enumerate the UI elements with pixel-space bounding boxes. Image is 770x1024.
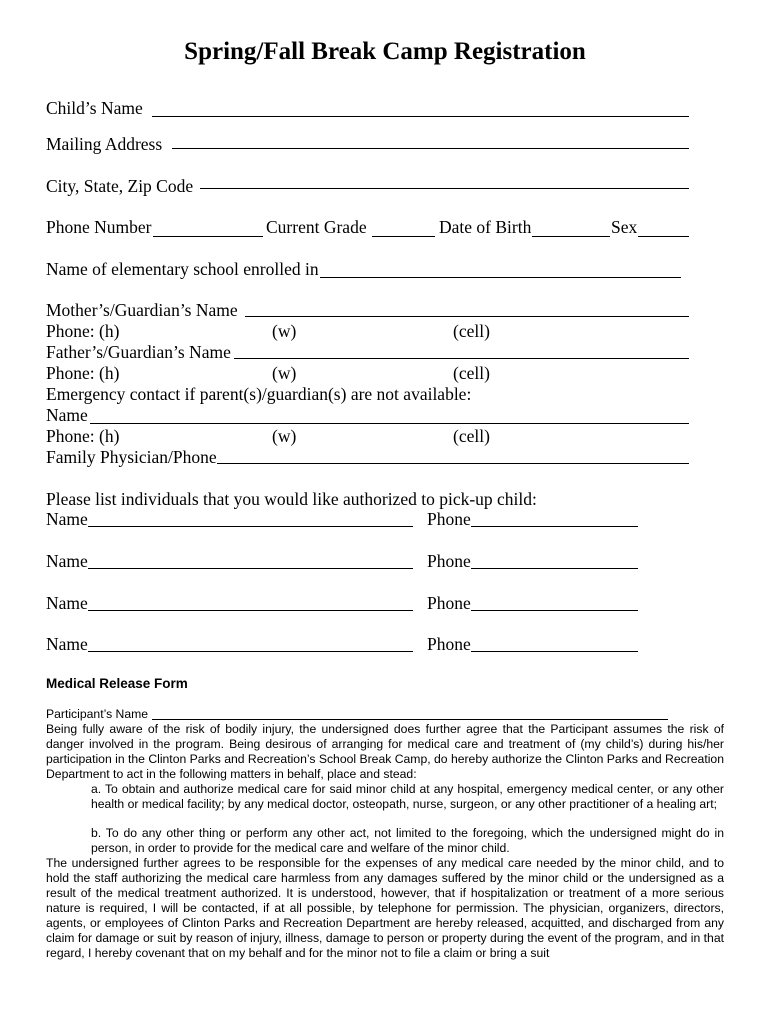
pickup-phone-field[interactable]: [471, 651, 638, 652]
pickup-phone-label: Phone: [427, 509, 471, 529]
mother-phone-home-label: Phone: (h): [46, 321, 120, 341]
pickup-phone-field[interactable]: [471, 568, 638, 569]
current-grade-label: Current Grade: [266, 217, 367, 237]
emergency-contact-label: Emergency contact if parent(s)/guardian(s) are not available:: [46, 384, 472, 404]
date-of-birth-label: Date of Birth: [439, 217, 532, 237]
pickup-name-field[interactable]: [88, 568, 413, 569]
pickup-name-label: Name: [46, 634, 88, 654]
mother-phone-cell-label: (cell): [453, 321, 490, 341]
physician-label: Family Physician/Phone: [46, 447, 217, 467]
phone-number-label: Phone Number: [46, 217, 152, 237]
sex-label: Sex: [611, 217, 638, 237]
school-label: Name of elementary school enrolled in: [46, 259, 319, 279]
emergency-phone-work-label: (w): [272, 426, 297, 446]
child-name-field[interactable]: [152, 116, 689, 117]
father-phone-cell-label: (cell): [453, 363, 490, 383]
medical-item-a: a. To obtain and authorize medical care for said minor child at any hospital, emergency medical center, or any other health or medical facility; by any medical doctor, osteopath, nurse, surgeon, or any other practitioner of a healing art;: [91, 782, 724, 811]
pickup-name-field[interactable]: [88, 651, 413, 652]
father-phone-work-label: (w): [272, 363, 297, 383]
emergency-name-field[interactable]: [90, 423, 689, 424]
pickup-name-label: Name: [46, 593, 88, 613]
mailing-address-field[interactable]: [172, 148, 689, 149]
pickup-name-field[interactable]: [88, 526, 413, 527]
pickup-name-field[interactable]: [88, 610, 413, 611]
participant-name-field[interactable]: [152, 719, 668, 720]
pickup-phone-field[interactable]: [471, 610, 638, 611]
mother-phone-work-label: (w): [272, 321, 297, 341]
child-name-label: Child’s Name: [46, 98, 143, 118]
medical-item-b: b. To do any other thing or perform any other act, not limited to the foregoing, which the undersigned might do in person, in order to provide for the medical care and welfare of the minor child.: [91, 826, 724, 855]
father-name-field[interactable]: [234, 358, 689, 359]
pickup-intro: Please list individuals that you would like authorized to pick-up child:: [46, 489, 537, 509]
pickup-phone-field[interactable]: [471, 526, 638, 527]
sex-field[interactable]: [638, 236, 689, 237]
mother-name-field[interactable]: [245, 316, 689, 317]
mailing-address-label: Mailing Address: [46, 134, 163, 154]
physician-field[interactable]: [217, 463, 689, 464]
mother-name-label: Mother’s/Guardian’s Name: [46, 300, 238, 320]
pickup-phone-label: Phone: [427, 634, 471, 654]
father-name-label: Father’s/Guardian’s Name: [46, 342, 231, 362]
father-phone-home-label: Phone: (h): [46, 363, 120, 383]
city-state-zip-field[interactable]: [200, 188, 689, 189]
participant-name-label: Participant’s Name: [46, 707, 149, 721]
medical-release-heading: Medical Release Form: [46, 676, 188, 691]
medical-closing-paragraph: The undersigned further agrees to be responsible for the expenses of any medical care needed by the minor child, and to hold the staff authorizing the medical care harmless from any damages suffered by the minor child or the undersigned as a result of the medical treatment authorized. It is understood, however, that if hospitalization or treatment of a more serious nature is required, I will be contacted, if at all possible, by telephone for permission. The physician, organizers, directors, agents, or employees of Clinton Parks and Recreation Department are hereby released, acquitted, and discharged from any claim for damage or suit by reason of injury, illness, damage to person or property during the event of the program, and in that regard, I hereby covenant that on my behalf and for the minor not to file a claim or bring a suit: [46, 856, 724, 960]
city-state-zip-label: City, State, Zip Code: [46, 176, 194, 196]
medical-intro-paragraph: Being fully aware of the risk of bodily injury, the undersigned does further agree that the Participant assumes the risk of danger involved in the program. Being desirous of arranging for medical care and treatment of (my child’s) during his/her participation in the Clinton Parks and Recreation’s School Break Camp, do hereby authorize the Clinton Parks and Recreation Department to act in the following matters in behalf, place and stead:: [46, 722, 724, 781]
page-title: Spring/Fall Break Camp Registration: [184, 38, 586, 65]
date-of-birth-field[interactable]: [532, 236, 610, 237]
school-field[interactable]: [320, 277, 681, 278]
pickup-phone-label: Phone: [427, 593, 471, 613]
current-grade-field[interactable]: [372, 236, 435, 237]
pickup-name-label: Name: [46, 551, 88, 571]
pickup-phone-label: Phone: [427, 551, 471, 571]
emergency-name-label: Name: [46, 405, 88, 425]
phone-number-field[interactable]: [153, 236, 263, 237]
emergency-phone-cell-label: (cell): [453, 426, 490, 446]
emergency-phone-home-label: Phone: (h): [46, 426, 120, 446]
pickup-name-label: Name: [46, 509, 88, 529]
